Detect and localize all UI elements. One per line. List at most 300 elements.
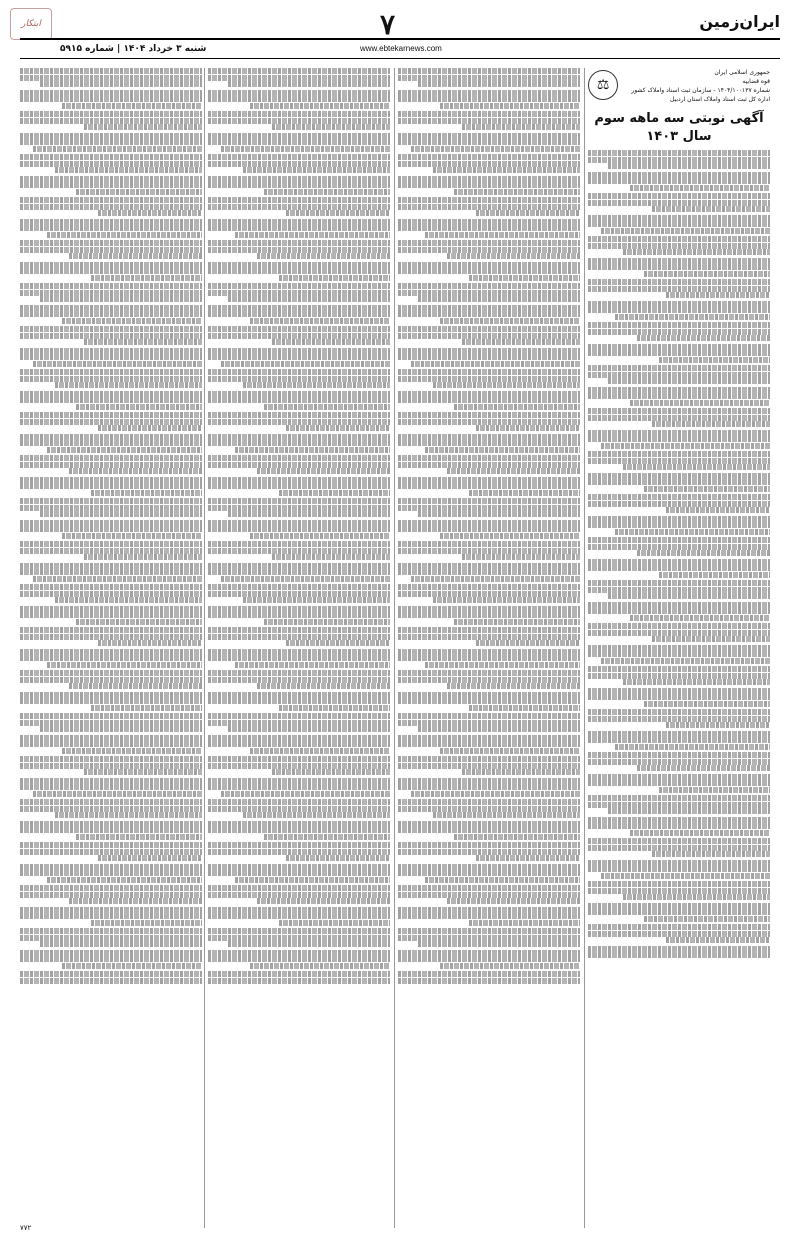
text-line [454,834,580,840]
text-line [208,520,390,526]
notice-body-text [588,150,770,958]
text-line [447,683,580,689]
text-line [588,200,770,206]
text-line [398,713,580,719]
text-line [208,397,390,403]
text-line [20,763,202,769]
newspaper-section-title: ایران‌زمین [699,12,780,31]
text-line [91,920,202,926]
text-line [398,978,580,984]
text-line [286,640,390,646]
text-line [623,679,770,685]
text-line [440,533,580,539]
text-line [257,683,390,689]
text-line [588,802,770,808]
text-line [264,619,390,625]
text-line [411,791,580,797]
text-line [652,636,770,642]
text-line [398,935,580,941]
text-line [440,103,580,109]
text-line [84,339,202,345]
page-number: ۷ [380,8,396,41]
text-line [76,834,202,840]
text-line [208,498,390,504]
text-line [469,490,580,496]
text-line [398,541,580,547]
text-line [243,597,390,603]
text-line [398,68,580,74]
text-line [623,464,770,470]
text-line [398,305,580,311]
text-line [588,236,770,242]
text-line [208,348,390,354]
text-line [666,507,770,513]
text-line [208,111,390,117]
text-line [659,572,770,578]
text-line [20,698,202,704]
text-line [398,197,580,203]
text-line [20,971,202,977]
text-line [476,640,580,646]
text-line [398,655,580,661]
text-line [20,806,202,812]
text-line [623,249,770,255]
text-line [398,627,580,633]
text-line [608,593,770,599]
text-line [666,937,770,943]
text-line [440,963,580,969]
text-line [33,791,202,797]
text-line [462,769,580,775]
text-line [20,397,202,403]
text-line [208,412,390,418]
text-line [208,376,390,382]
text-line [398,498,580,504]
text-line [208,799,390,805]
text-line [398,483,580,489]
text-line [615,529,770,535]
text-line [47,877,202,883]
text-line [20,677,202,683]
text-line [601,228,770,234]
text-line [652,421,770,427]
text-line [208,391,390,397]
text-line [20,692,202,698]
text-line [588,651,770,657]
text-line [221,361,390,367]
text-line [208,741,390,747]
text-line [615,314,770,320]
text-line [208,864,390,870]
text-line [257,253,390,259]
text-line [440,748,580,754]
text-line [208,821,390,827]
text-line [418,296,580,302]
text-line [250,318,390,324]
text-line [652,851,770,857]
text-line [208,584,390,590]
text-line [208,68,390,74]
text-line [208,698,390,704]
text-line [398,397,580,403]
text-line [20,935,202,941]
text-line [208,541,390,547]
org-line: شماره ۱۴۰۴/۱۰۰۱۳۷ - سازمان ثبت اسناد واملاک کشور [631,87,770,94]
text-line [20,326,202,332]
text-line [588,608,770,614]
text-line [588,774,770,780]
text-line [398,584,580,590]
text-line [264,189,390,195]
text-line [588,258,770,264]
text-line [208,735,390,741]
text-line [208,462,390,468]
text-line [411,146,580,152]
text-line [644,701,770,707]
text-line [228,726,390,732]
text-line [398,907,580,913]
text-line [20,821,202,827]
gov-line-2: قوه قضاییه [742,78,770,85]
text-line [221,791,390,797]
text-line [208,956,390,962]
text-line [20,247,202,253]
text-line [20,827,202,833]
text-line [250,748,390,754]
text-line [398,477,580,483]
text-line [398,75,580,81]
text-line [20,520,202,526]
text-line [250,963,390,969]
text-line [208,677,390,683]
text-line [208,950,390,956]
text-line [588,817,770,823]
text-line [588,157,770,163]
text-line [398,526,580,532]
text-line [208,354,390,360]
text-line [454,619,580,625]
text-line [20,978,202,984]
text-line [208,455,390,461]
text-line [462,554,580,560]
text-line [398,885,580,891]
text-line [398,720,580,726]
text-line [20,913,202,919]
text-line [279,705,390,711]
text-line [398,806,580,812]
text-line [235,447,390,453]
text-line [20,498,202,504]
text-line [272,769,390,775]
text-line [98,210,202,216]
text-line [40,296,202,302]
text-line [630,400,770,406]
text-line [20,376,202,382]
text-line [208,240,390,246]
text-line [398,354,580,360]
text-line [20,713,202,719]
text-line [243,167,390,173]
text-line [20,928,202,934]
text-line [208,204,390,210]
column-4 [20,68,202,1228]
text-line [286,210,390,216]
text-line [588,673,770,679]
text-line [433,597,580,603]
text-line [264,834,390,840]
text-line [588,666,770,672]
text-line [20,548,202,554]
text-line [62,318,202,324]
text-line [666,292,770,298]
text-line [398,333,580,339]
text-line [91,275,202,281]
text-line [235,877,390,883]
text-line [20,541,202,547]
text-line [20,434,202,440]
text-line [398,161,580,167]
text-line [208,978,390,984]
text-line [637,335,770,341]
text-line [588,823,770,829]
text-line [398,133,580,139]
text-line [208,139,390,145]
text-line [47,447,202,453]
text-line [20,735,202,741]
text-line [588,924,770,930]
text-line [279,490,390,496]
text-line [588,602,770,608]
text-line [20,161,202,167]
text-line [398,634,580,640]
text-line [40,726,202,732]
text-line [208,655,390,661]
text-line [588,845,770,851]
text-line [20,462,202,468]
text-line [588,307,770,313]
text-line [469,275,580,281]
text-line [588,243,770,249]
text-line [98,425,202,431]
text-line [20,799,202,805]
text-line [398,591,580,597]
text-line [469,920,580,926]
text-line [588,623,770,629]
notice-body-text [20,68,202,984]
text-line [20,412,202,418]
text-line [272,554,390,560]
text-line [398,692,580,698]
text-line [20,720,202,726]
text-line [208,763,390,769]
text-line [55,812,202,818]
text-line [208,326,390,332]
text-line [208,118,390,124]
text-line [608,808,770,814]
text-line [588,866,770,872]
text-line [272,339,390,345]
text-line [208,649,390,655]
text-line [20,118,202,124]
text-line [398,262,580,268]
text-line [20,96,202,102]
page-header [0,0,800,64]
text-line [588,150,770,156]
text-line [208,778,390,784]
text-line [398,111,580,117]
text-line [208,720,390,726]
text-line [40,941,202,947]
text-line [588,630,770,636]
text-line [644,271,770,277]
text-line [20,225,202,231]
text-line [433,167,580,173]
text-line [208,548,390,554]
text-line [588,436,770,442]
column-divider [394,68,395,1228]
text-line [20,756,202,762]
text-line [398,434,580,440]
text-line [398,849,580,855]
text-line [462,124,580,130]
text-line [20,154,202,160]
text-line [20,369,202,375]
text-line [76,619,202,625]
newspaper-logo: ابتکار [10,8,52,40]
text-line [398,326,580,332]
text-line [20,778,202,784]
text-line [208,606,390,612]
text-line [208,290,390,296]
text-line [588,264,770,270]
text-line [20,849,202,855]
text-line [588,451,770,457]
text-line [208,262,390,268]
text-line [76,404,202,410]
text-line [208,913,390,919]
text-line [398,784,580,790]
text-line [476,855,580,861]
text-line [588,516,770,522]
text-line [398,763,580,769]
text-line [208,569,390,575]
text-line [228,941,390,947]
text-line [69,468,202,474]
text-line [588,387,770,393]
text-line [40,81,202,87]
text-line [398,391,580,397]
text-line [208,563,390,569]
text-line [208,670,390,676]
text-line [588,393,770,399]
text-line [588,952,770,958]
text-line [20,655,202,661]
text-line [588,888,770,894]
text-line [208,225,390,231]
text-line [588,694,770,700]
header-rule-bottom [20,58,780,59]
column-divider [204,68,205,1228]
text-line [588,688,770,694]
text-line [20,348,202,354]
text-line [398,821,580,827]
text-line [398,827,580,833]
text-line [228,511,390,517]
gov-line-1: جمهوری اسلامی ایران [714,69,770,76]
text-line [398,455,580,461]
text-line [20,584,202,590]
text-line [84,124,202,130]
text-line [425,877,580,883]
text-line [20,784,202,790]
text-line [208,907,390,913]
text-line [398,182,580,188]
text-line [644,916,770,922]
text-line [588,931,770,937]
text-line [411,361,580,367]
text-line [630,830,770,836]
text-line [208,311,390,317]
website-url: www.ebtekarnews.com [360,44,442,53]
text-line [398,870,580,876]
text-line [411,576,580,582]
text-line [588,903,770,909]
text-line [588,408,770,414]
text-line [250,103,390,109]
text-line [588,909,770,915]
text-line [666,722,770,728]
text-line [601,443,770,449]
text-line [208,305,390,311]
text-line [418,81,580,87]
text-line [20,612,202,618]
text-line [20,176,202,182]
text-line [76,189,202,195]
text-line [257,898,390,904]
text-line [398,956,580,962]
text-line [418,511,580,517]
text-line [588,522,770,528]
text-line [454,189,580,195]
text-line [469,705,580,711]
text-line [588,221,770,227]
text-line [398,799,580,805]
text-line [588,737,770,743]
text-line [588,645,770,651]
text-line [588,587,770,593]
text-line [208,161,390,167]
text-line [235,232,390,238]
text-line [398,462,580,468]
text-line [208,892,390,898]
text-line [208,756,390,762]
text-line [398,240,580,246]
text-line [20,569,202,575]
text-line [20,563,202,569]
text-line [20,133,202,139]
text-line [588,178,770,184]
text-line [20,111,202,117]
text-line [398,176,580,182]
text-line [588,881,770,887]
text-line [398,505,580,511]
text-line [588,322,770,328]
text-line [208,827,390,833]
text-line [208,154,390,160]
text-line [91,705,202,711]
text-line [279,275,390,281]
text-line [20,305,202,311]
